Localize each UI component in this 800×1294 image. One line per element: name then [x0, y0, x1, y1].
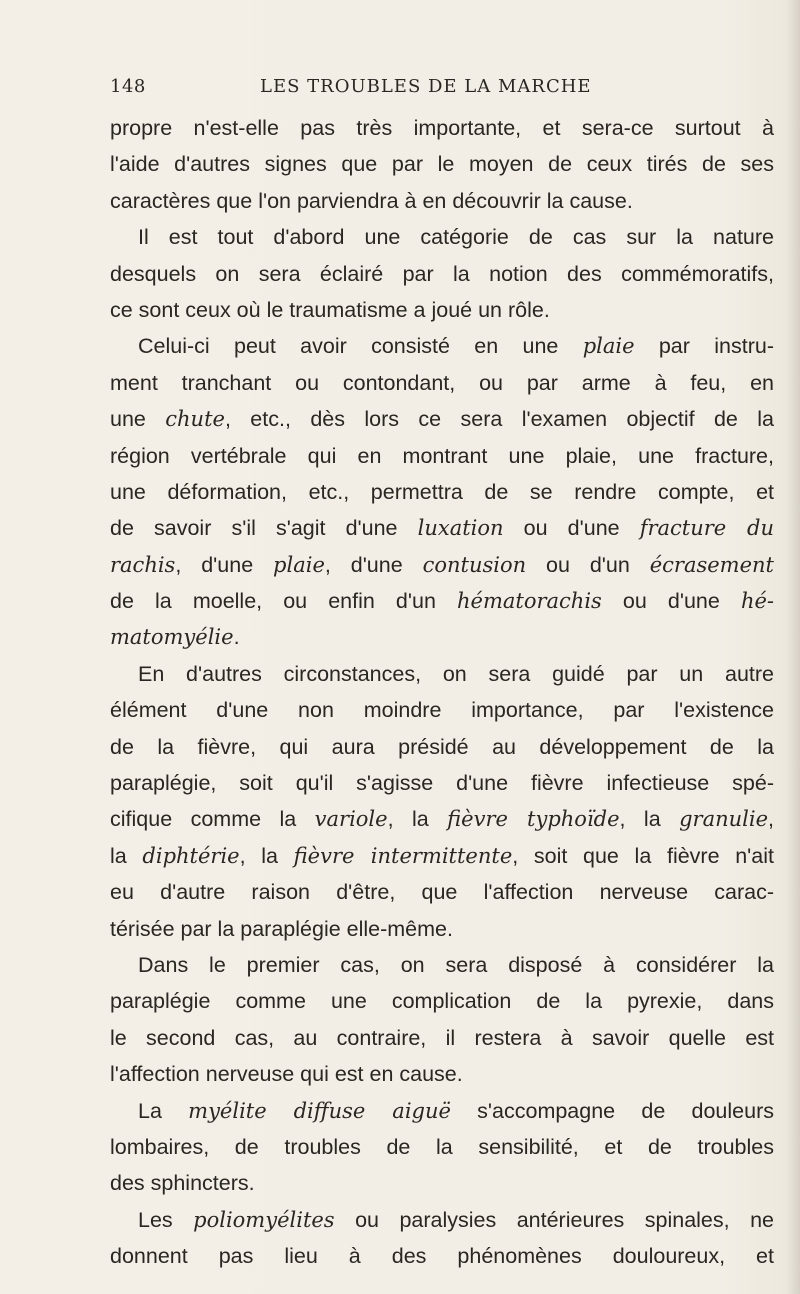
text-line	[110, 983, 774, 1019]
text-run: propre n'est-elle pas très importante, et sera-ce surtout à	[110, 116, 774, 140]
italic-term: variole	[314, 807, 388, 832]
text-line	[110, 729, 774, 765]
text-line	[110, 838, 774, 874]
page-edge-shadow	[786, 0, 800, 1294]
text-run: par instru-	[634, 334, 774, 359]
text-run: térisée par la paraplégie elle-même.	[110, 916, 453, 941]
text-run: Celui-ci peut avoir consisté en une	[138, 334, 583, 359]
text-line	[110, 583, 774, 619]
text-line	[110, 1165, 774, 1201]
text-run: cifique comme la	[110, 807, 315, 832]
text-run: lombaires, de troubles de la sensibilité, et de troubles	[110, 1134, 774, 1159]
text-run: élément d'une non moindre importance, par l'existence	[110, 698, 774, 723]
text-line	[110, 801, 774, 837]
text-run: région vertébrale qui en montrant une plaie, une fracture,	[110, 443, 774, 468]
page-number: 148	[110, 76, 146, 97]
italic-term: diphtérie	[142, 843, 240, 868]
italic-term: plaie	[273, 552, 325, 577]
text-run: de la fièvre, qui aura présidé au développement de la	[110, 734, 774, 759]
text-run: La	[138, 1098, 189, 1123]
text-run: En d'autres circonstances, on sera guidé par un autre	[138, 661, 774, 686]
text-run: , la	[239, 843, 294, 868]
italic-term: hé-	[740, 589, 774, 614]
italic-term: luxation	[417, 516, 504, 541]
text-run: , d'une	[175, 552, 274, 577]
running-title: LES TROUBLES DE LA MARCHE	[260, 76, 592, 97]
italic-term: écrasement	[649, 552, 774, 577]
text-line	[110, 947, 774, 983]
page-header	[110, 76, 730, 102]
text-run: de la moelle, ou enfin d'un	[110, 589, 457, 614]
text-run: ou d'une	[503, 516, 640, 541]
text-line	[110, 1238, 774, 1274]
italic-term: myélite diffuse aiguë	[188, 1098, 451, 1123]
text-line	[110, 1056, 774, 1092]
text-run: caractères que l'on parviendra à en découvrir la cause.	[110, 188, 633, 213]
italic-term: plaie	[582, 334, 635, 359]
text-line	[110, 183, 774, 219]
text-line	[110, 1129, 774, 1165]
text-run: desquels on sera éclairé par la notion des commémoratifs,	[110, 261, 774, 286]
italic-term: hématorachis	[457, 589, 602, 614]
text-run: ment tranchant ou contondant, ou par arme à feu, en	[110, 370, 774, 395]
text-run: paraplégie, soit qu'il s'agisse d'une fièvre infectieuse spé-	[110, 771, 774, 796]
text-run: Il est tout d'abord une catégorie de cas sur la nature	[138, 225, 774, 250]
italic-term: fracture du	[639, 516, 774, 541]
italic-term: chute	[165, 407, 225, 432]
text-run: une déformation, etc., permettra de se rendre compte, et	[110, 479, 774, 504]
text-line	[110, 401, 774, 437]
text-run: ou d'un	[526, 552, 650, 577]
text-line	[110, 911, 774, 947]
italic-term: contusion	[422, 552, 527, 577]
text-line	[110, 1020, 774, 1056]
text-run: s'accompagne de douleurs	[450, 1098, 774, 1123]
text-run: eu d'autre raison d'être, que l'affection nerveuse carac-	[110, 880, 774, 905]
italic-term: granulie	[679, 807, 769, 832]
text-run: l'affection nerveuse qui est en cause.	[110, 1062, 463, 1087]
text-run: ou d'une	[601, 589, 741, 614]
text-run: , la	[619, 807, 680, 832]
text-run: de savoir s'il s'agit d'une	[110, 516, 418, 541]
text-run: ce sont ceux où le traumatisme a joué un rôle.	[110, 297, 550, 322]
text-line	[110, 328, 774, 364]
text-run: , la	[387, 807, 448, 832]
text-line	[110, 656, 774, 692]
text-line	[110, 1202, 774, 1238]
text-line	[110, 874, 774, 910]
text-run: Les	[138, 1207, 194, 1232]
text-run: paraplégie comme une complication de la pyrexie, dans	[110, 989, 774, 1014]
text-line	[110, 547, 774, 583]
text-run: Dans le premier cas, on sera disposé à considérer la	[138, 952, 774, 977]
body-text	[110, 110, 774, 1275]
text-run: l'aide d'autres signes que par le moyen de ceux tirés de ses	[110, 152, 774, 177]
text-run: le second cas, au contraire, il restera à savoir quelle est	[110, 1025, 774, 1050]
italic-term: matomyélie	[110, 625, 234, 650]
text-line	[110, 1093, 774, 1129]
text-run: ,	[768, 807, 774, 832]
text-line	[110, 219, 774, 255]
text-line	[110, 438, 774, 474]
text-run: , d'une	[324, 552, 423, 577]
text-line	[110, 619, 774, 655]
text-line	[110, 510, 774, 546]
italic-term: rachis	[110, 552, 176, 577]
text-run: .	[233, 625, 240, 650]
text-line	[110, 146, 774, 182]
text-line	[110, 256, 774, 292]
text-line	[110, 365, 774, 401]
text-run: donnent pas lieu à des phénomènes douloureux, et	[110, 1244, 774, 1269]
text-line	[110, 692, 774, 728]
text-run: des sphincters.	[110, 1171, 255, 1196]
text-line	[110, 292, 774, 328]
text-run: la	[110, 843, 143, 868]
text-line	[110, 110, 774, 146]
text-run: , etc., dès lors ce sera l'examen objectif de la	[224, 407, 774, 432]
italic-term: poliomyélites	[193, 1207, 335, 1232]
text-run: ou paralysies antérieures spinales, ne	[334, 1207, 774, 1232]
italic-term: fièvre typhoïde	[447, 807, 620, 832]
text-run: , soit que la fièvre n'ait	[512, 843, 774, 868]
italic-term: fièvre intermittente	[293, 843, 513, 868]
text-line	[110, 765, 774, 801]
text-run: une	[110, 407, 166, 432]
text-line	[110, 474, 774, 510]
